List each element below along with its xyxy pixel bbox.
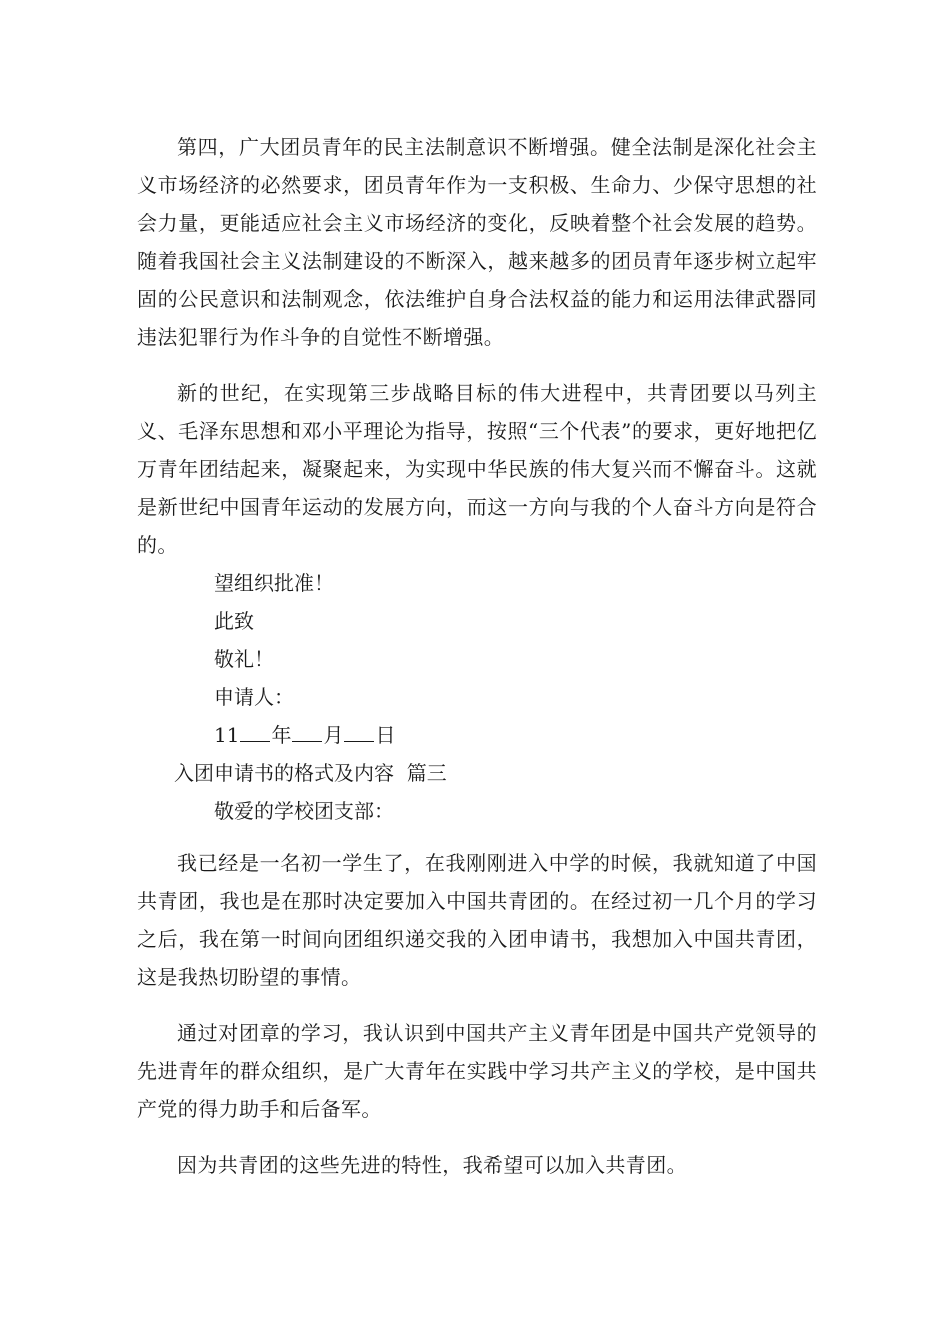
paragraph-understanding: 通过对团章的学习，我认识到中国共产主义青年团是中国共产党领导的先进青年的群众组织，是广大青年在实践中学习共产主义的学校，是中国共产党的得力助手和后备军。 [137, 1021, 817, 1121]
date-blank-1 [240, 723, 270, 742]
section-heading: 入团申请书的格式及内容 篇三 [174, 761, 447, 785]
applicant-line: 申请人： [214, 685, 294, 709]
paragraph-legal-awareness: 第四，广大团员青年的民主法制意识不断增强。健全法制是深化社会主义市场经济的必然要求，团员青年作为一支积极、生命力、少保守思想的社会力量，更能适应社会主义市场经济的变化，反映着整个社会发展的趋势。随着我国社会主义法制建设的不断深入，越来越多的团员青年逐步树立起牢固的公民意识和法制观念，依法维护自身合法权益的能力和运用法律武器同违法犯罪行为作斗争的自觉性不断增强。 [137, 135, 817, 349]
date-year-unit: 年 [271, 723, 292, 747]
paragraph-intro: 我已经是一名初一学生了，在我刚刚进入中学的时候，我就知道了中国共青团，我也是在那时决定要加入中国共青团的。在经过初一几个月的学习之后，我在第一时间向团组织递交我的入团申请书，我想加入中国共青团，这是我热切盼望的事情。 [137, 851, 817, 989]
date-year: 11 [214, 723, 240, 747]
document-page [137, 128, 817, 1184]
date-line [137, 716, 817, 754]
salutation-line-2: 敬礼！ [214, 647, 274, 671]
salutation-line-1: 此致 [214, 609, 254, 633]
date-blank-2 [292, 723, 322, 742]
request-approval-line: 望组织批准！ [214, 571, 334, 595]
date-month-unit: 月 [323, 723, 344, 747]
paragraph-wish: 因为共青团的这些先进的特性，我希望可以加入共青团。 [177, 1153, 687, 1177]
paragraph-new-century: 新的世纪，在实现第三步战略目标的伟大进程中，共青团要以马列主义、毛泽东思想和邓小平理论为指导，按照“三个代表”的要求，更好地把亿万青年团结起来，凝聚起来，为实现中华民族的伟大复兴而不懈奋斗。这就是新世纪中国青年运动的发展方向，而这一方向与我的个人奋斗方向是符合的。 [137, 381, 817, 557]
date-day-unit: 日 [375, 723, 396, 747]
date-blank-3 [344, 723, 374, 742]
greeting-line: 敬爱的学校团支部： [214, 799, 394, 823]
